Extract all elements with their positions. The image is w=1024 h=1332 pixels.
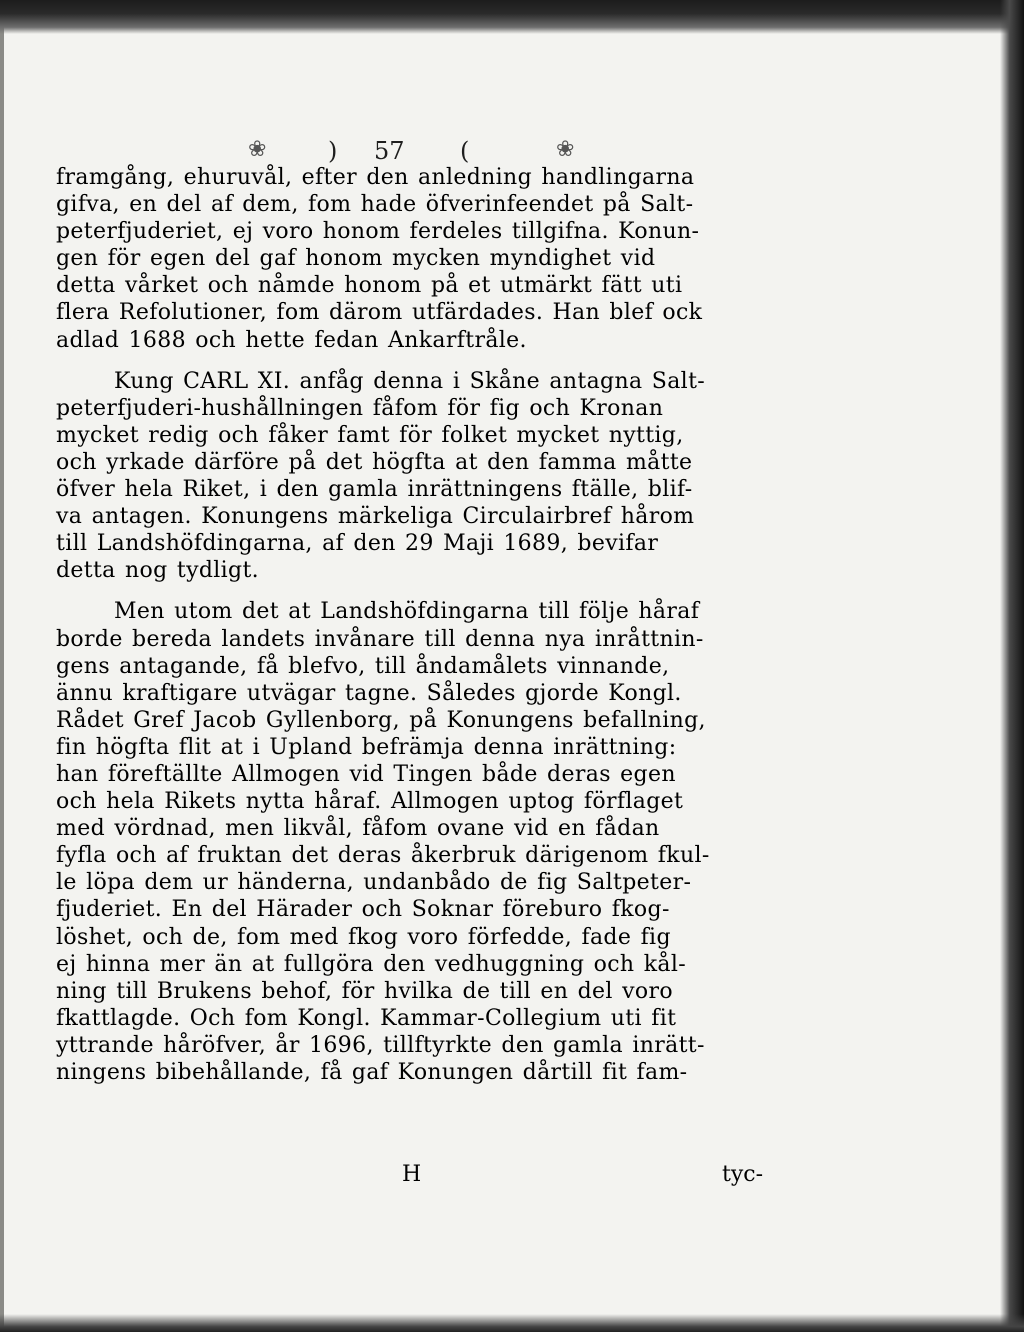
text-line: peterfjuderiet, ej voro honom ferdeles tillgifna. Konun- <box>56 219 700 245</box>
text-line: med vördnad, men likvål, fåfom ovane vid en fådan <box>56 816 660 842</box>
text-line: till Landshöfdingarna, af den 29 Maji 1689, bevifar <box>56 531 659 557</box>
text-line: adlad 1688 och hette fedan Ankarftråle. <box>56 327 527 353</box>
book-top-shadow <box>0 0 1024 34</box>
text-line: löshet, och de, fom med fkog voro förfedde, fade fig <box>56 924 671 950</box>
text-line: borde bereda landets invånare till denna nya inråttnin- <box>56 626 704 652</box>
header-left-paren: ) <box>328 137 338 165</box>
text-line: gens antagande, få blefvo, till åndamålets vinnande, <box>56 653 670 679</box>
text-line: framgång, ehuruvål, efter den anledning handlingarna <box>56 165 695 190</box>
text-line: gen för egen del gaf honom mycken myndighet vid <box>56 246 656 272</box>
left-ornament-icon: ❀ <box>248 137 267 162</box>
signature-mark: H <box>402 1162 422 1187</box>
page-number: 57 <box>374 137 405 165</box>
text-line: öfver hela Riket, i den gamla inrättningens ftälle, blif- <box>56 477 693 503</box>
page-footer <box>56 1162 786 1192</box>
text-line: flera Refolutioner, fom därom utfärdades. Han blef ock <box>56 300 703 326</box>
text-line: ej hinna mer än at fullgöra den vedhuggning och kål- <box>56 951 687 977</box>
text-line: fyfla och af fruktan det deras åkerbruk därigenom fkul- <box>56 843 710 869</box>
text-line: le löpa dem ur händerna, undanbådo de fig Saltpeter- <box>56 870 692 896</box>
text-line: Men utom det at Landshöfdingarna till följe håraf <box>114 599 700 625</box>
text-line: detta vårket och nåmde honom på et utmärkt fätt uti <box>56 273 683 299</box>
text-line: och yrkade därföre på det högfta at den famma måtte <box>56 449 693 475</box>
text-line: och hela Rikets nytta håraf. Allmogen uptog förflaget <box>56 789 684 815</box>
text-line: mycket redig och fåker famt för folket mycket nyttig, <box>56 422 684 448</box>
text-line: fkattlagde. Och fom Kongl. Kammar-Collegium uti fit <box>56 1005 677 1031</box>
text-line: Rådet Gref Jacob Gyllenborg, på Konungens befallning, <box>56 707 706 733</box>
text-line: yttrande håröfver, år 1696, tillftyrkte den gamla inrätt- <box>56 1032 705 1058</box>
paragraph <box>56 164 786 354</box>
text-line: han föreftällte Allmogen vid Tingen både deras egen <box>56 761 676 787</box>
text-line: ännu kraftigare utvägar tagne. Således gjorde Kongl. <box>56 680 682 706</box>
text-line: fjuderiet. En del Härader och Soknar föreburo fkog- <box>56 897 670 923</box>
body-text <box>56 164 786 1086</box>
paragraph <box>56 368 786 585</box>
text-line: fin högfta flit at i Upland befrämja denna inrättning: <box>56 734 677 760</box>
paragraph <box>56 598 786 1086</box>
page-left-edge <box>0 0 4 1332</box>
text-line: Kung CARL XI. anfåg denna i Skåne antagna Salt- <box>114 368 706 394</box>
right-ornament-icon: ❀ <box>556 137 575 162</box>
header-right-paren: ( <box>460 137 470 165</box>
book-bottom-shadow <box>0 1314 1024 1332</box>
text-line: ning till Brukens behof, för hvilka de till en del voro <box>56 978 673 1004</box>
text-line: peterfjuderi-hushållningen fåfom för fig och Kronan <box>56 395 664 421</box>
text-line: detta nog tydligt. <box>56 558 260 584</box>
paragraph-gap <box>56 584 786 598</box>
book-right-shadow <box>1000 0 1024 1332</box>
text-line: ningens bibehållande, få gaf Konungen dårtill fit fam- <box>56 1060 688 1085</box>
catchword: tyc- <box>722 1162 764 1187</box>
text-line: va antagen. Konungens märkeliga Circulairbref hårom <box>56 504 695 530</box>
text-line: gifva, en del af dem, fom hade öfverinfeendet på Salt- <box>56 192 694 218</box>
paragraph-gap <box>56 354 786 368</box>
